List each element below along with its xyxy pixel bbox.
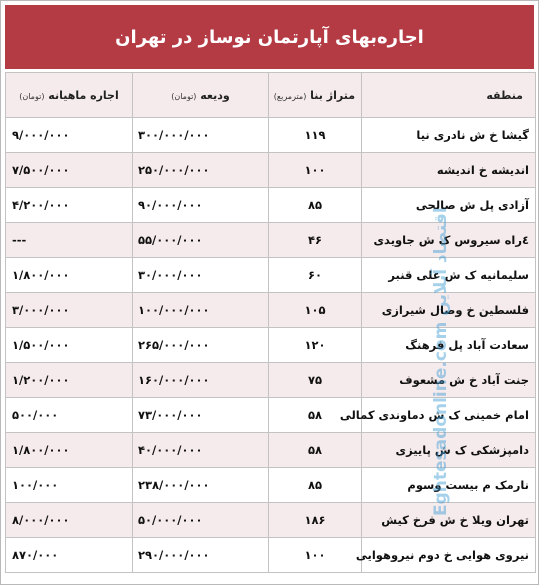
rent-table xyxy=(5,72,536,573)
cell-size: ۱۸۶ xyxy=(268,503,361,538)
cell-deposit: ۲۶۵/۰۰۰/۰۰۰ xyxy=(132,328,268,363)
header-deposit-label: ودیعه xyxy=(200,88,230,102)
header-size xyxy=(268,73,361,118)
cell-area: آزادی پل ش صالحی xyxy=(361,188,535,223)
cell-area: ٤راه سیروس ک ش جاویدی xyxy=(361,223,535,258)
header-rent-label: اجاره ماهیانه xyxy=(48,88,119,102)
cell-size: ۴۶ xyxy=(268,223,361,258)
cell-rent: ۱/۲۰۰/۰۰۰ xyxy=(6,363,132,398)
cell-rent: ۷/۵۰۰/۰۰۰ xyxy=(6,153,132,188)
cell-area: سعادت آباد پل فرهنگ xyxy=(361,328,535,363)
cell-rent: ۸/۰۰۰/۰۰۰ xyxy=(6,503,132,538)
cell-area: فلسطین خ وصال شیرازی xyxy=(361,293,535,328)
cell-area: نیروی هوایی خ دوم نیروهوایی xyxy=(361,538,535,572)
cell-deposit: ۳۰۰/۰۰۰/۰۰۰ xyxy=(132,118,268,153)
table-row xyxy=(6,223,535,258)
cell-rent: ۱/۵۰۰/۰۰۰ xyxy=(6,328,132,363)
header-deposit xyxy=(132,73,268,118)
header-area xyxy=(361,73,535,118)
cell-size: ۱۰۰ xyxy=(268,153,361,188)
header-size-unit: (مترمربع) xyxy=(273,91,307,101)
cell-area: نارمک م بیست وسوم xyxy=(361,468,535,503)
cell-deposit: ۱۰۰/۰۰۰/۰۰۰ xyxy=(132,293,268,328)
cell-area: سلیمانیه ک ش علی قنبر xyxy=(361,258,535,293)
cell-area: امام خمینی ک ش دماوندی کمالی xyxy=(361,398,535,433)
cell-rent: ۳/۰۰۰/۰۰۰ xyxy=(6,293,132,328)
cell-size: ۱۱۹ xyxy=(268,118,361,153)
cell-rent: ۱/۸۰۰/۰۰۰ xyxy=(6,433,132,468)
cell-size: ۶۰ xyxy=(268,258,361,293)
cell-deposit: ۲۹۰/۰۰۰/۰۰۰ xyxy=(132,538,268,572)
table-row xyxy=(6,468,535,503)
header-deposit-unit: (تومان) xyxy=(171,91,197,101)
cell-area: تهران ویلا خ ش فرخ کیش xyxy=(361,503,535,538)
cell-size: ۸۵ xyxy=(268,468,361,503)
cell-rent: --- xyxy=(6,223,132,258)
cell-size: ۸۵ xyxy=(268,188,361,223)
table-row xyxy=(6,153,535,188)
header-rent-unit: (تومان) xyxy=(19,91,45,101)
cell-deposit: ۳۰/۰۰۰/۰۰۰ xyxy=(132,258,268,293)
header-rent xyxy=(6,73,132,118)
watermark-logo: Eghtesadonline.com اقتصاد آنلاین xyxy=(431,207,451,516)
cell-deposit: ۲۵۰/۰۰۰/۰۰۰ xyxy=(132,153,268,188)
table-title: اجاره‌بهای آپارتمان نوساز در تهران xyxy=(5,5,534,69)
cell-size: ۱۲۰ xyxy=(268,328,361,363)
cell-deposit: ۵۰/۰۰۰/۰۰۰ xyxy=(132,503,268,538)
cell-rent: ۱۰۰/۰۰۰ xyxy=(6,468,132,503)
cell-rent: ۱/۸۰۰/۰۰۰ xyxy=(6,258,132,293)
cell-size: ۷۵ xyxy=(268,363,361,398)
cell-area: گیشا خ ش نادری نیا xyxy=(361,118,535,153)
table-row xyxy=(6,188,535,223)
table-row xyxy=(6,538,535,572)
cell-area: جنت آباد خ ش مشعوف xyxy=(361,363,535,398)
table-row xyxy=(6,503,535,538)
table-row xyxy=(6,258,535,293)
cell-size: ۱۰۵ xyxy=(268,293,361,328)
cell-deposit: ۷۳/۰۰۰/۰۰۰ xyxy=(132,398,268,433)
cell-deposit: ۴۰/۰۰۰/۰۰۰ xyxy=(132,433,268,468)
header-row xyxy=(6,73,535,118)
cell-rent: ۸۷۰/۰۰۰ xyxy=(12,548,59,562)
cell-size: ۵۸ xyxy=(268,398,361,433)
table-row xyxy=(6,433,535,468)
table-row xyxy=(6,328,535,363)
cell-size: ۵۸ xyxy=(268,433,361,468)
cell-area: اندیشه خ اندیشه xyxy=(361,153,535,188)
cell-rent: ۵۰۰/۰۰۰ xyxy=(6,398,132,433)
table-row xyxy=(6,293,535,328)
table-row xyxy=(6,363,535,398)
header-area-label: منطقه xyxy=(486,88,523,102)
cell-rent: ۴/۲۰۰/۰۰۰ xyxy=(6,188,132,223)
cell-area: دامپزشکی ک ش پاییزی xyxy=(361,433,535,468)
table-row xyxy=(6,118,535,153)
cell-deposit: ۱۶۰/۰۰۰/۰۰۰ xyxy=(132,363,268,398)
cell-deposit: ۹۰/۰۰۰/۰۰۰ xyxy=(132,188,268,223)
table-row xyxy=(6,398,535,433)
header-size-label: متراژ بنا xyxy=(310,88,355,102)
cell-size: ۱۰۰ xyxy=(268,538,361,572)
cell-deposit: ۲۳۸/۰۰۰/۰۰۰ xyxy=(132,468,268,503)
cell-deposit: ۵۵/۰۰۰/۰۰۰ xyxy=(132,223,268,258)
cell-rent: ۹/۰۰۰/۰۰۰ xyxy=(6,118,132,153)
